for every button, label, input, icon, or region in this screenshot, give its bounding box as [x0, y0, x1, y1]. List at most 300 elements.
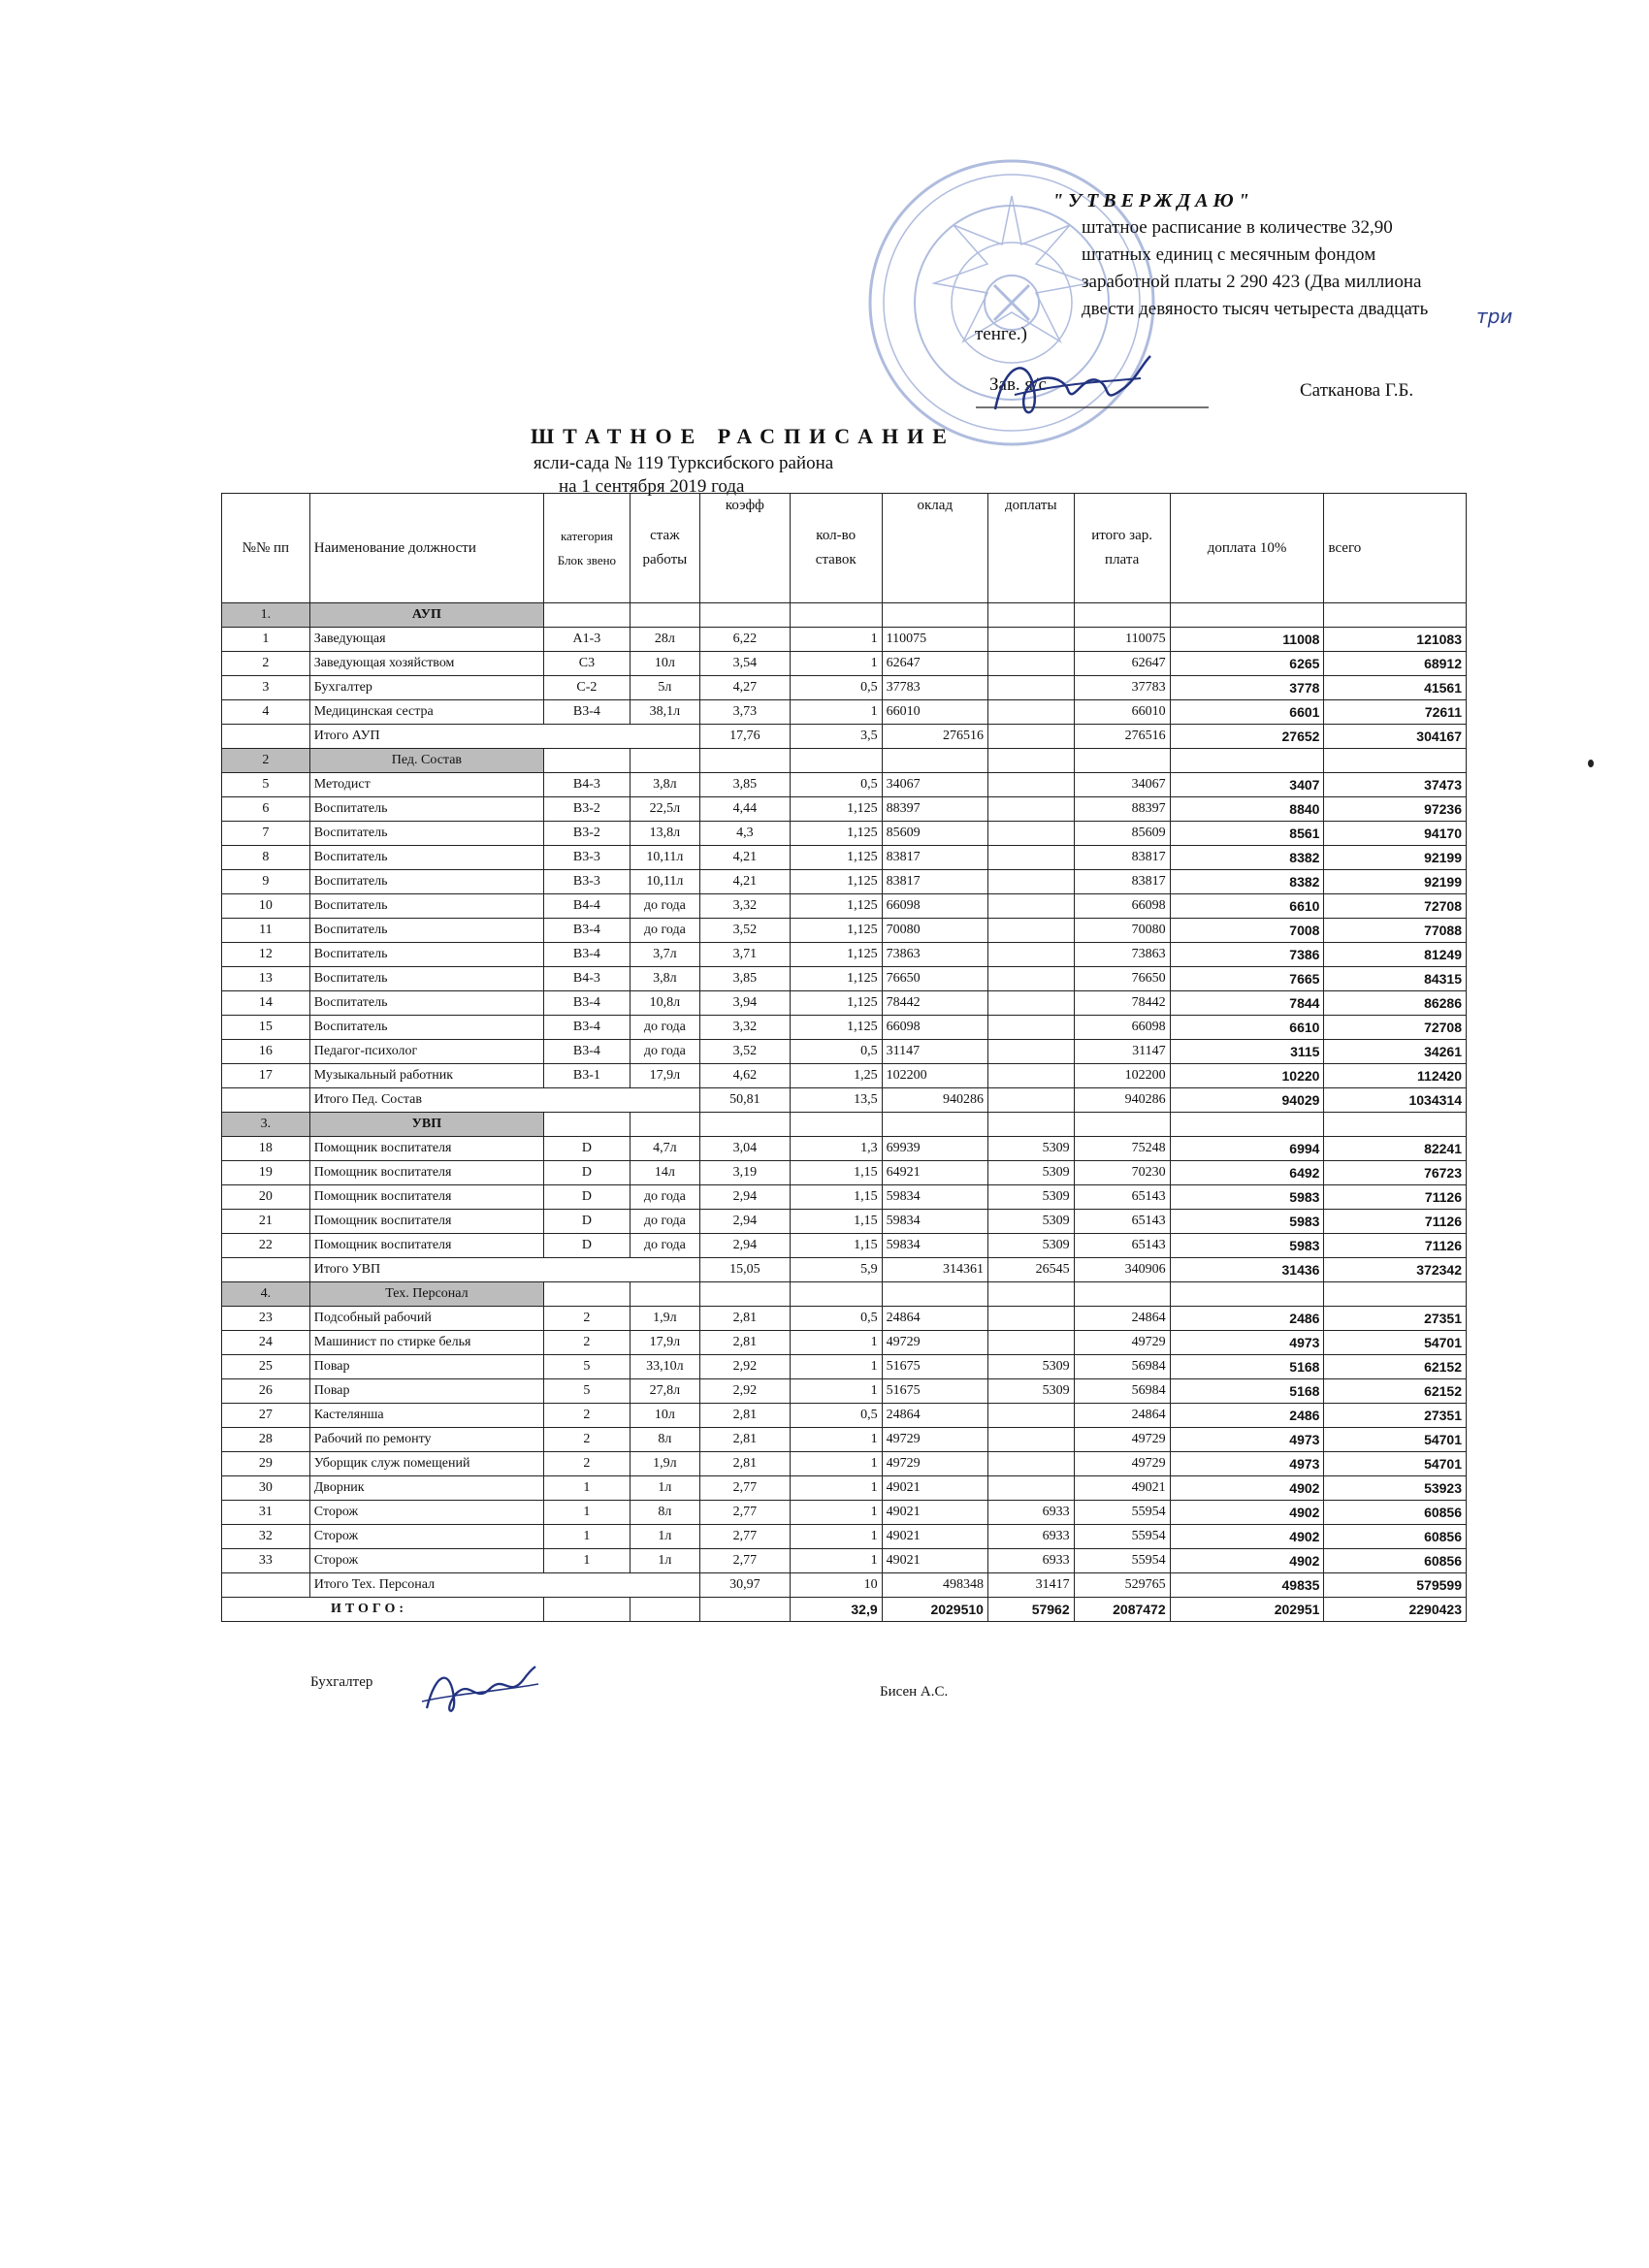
table-cell: 25 [222, 1355, 310, 1379]
table-cell: 2 [544, 1452, 630, 1476]
table-cell: 71126 [1324, 1210, 1467, 1234]
table-cell [987, 1404, 1074, 1428]
table-cell: 41561 [1324, 676, 1467, 700]
col-header-oklad: оклад [882, 494, 987, 603]
table-cell: В3-4 [544, 700, 630, 725]
table-cell: 21 [222, 1210, 310, 1234]
table-cell: В3-3 [544, 846, 630, 870]
table-cell: 10л [630, 1404, 699, 1428]
table-row [222, 1040, 1467, 1064]
section-number: 2 [222, 749, 310, 773]
table-cell: Помощник воспитателя [309, 1234, 543, 1258]
table-cell: Воспитатель [309, 943, 543, 967]
table-cell: D [544, 1185, 630, 1210]
table-cell: 1 [544, 1549, 630, 1573]
table-cell: 4,21 [699, 846, 790, 870]
table-row [222, 967, 1467, 991]
table-row [222, 676, 1467, 700]
table-cell: Воспитатель [309, 846, 543, 870]
grand-total-dop10: 202951 [1170, 1598, 1324, 1622]
subtotal-cell: 940286 [1074, 1088, 1170, 1113]
table-cell: Кастелянша [309, 1404, 543, 1428]
table-cell: 4973 [1170, 1428, 1324, 1452]
table-cell [987, 919, 1074, 943]
table-cell [987, 967, 1074, 991]
table-cell: 55954 [1074, 1501, 1170, 1525]
table-cell: 2,92 [699, 1379, 790, 1404]
table-cell: 2 [222, 652, 310, 676]
table-cell: 1,125 [790, 870, 882, 894]
table-cell: Воспитатель [309, 1016, 543, 1040]
table-cell [987, 822, 1074, 846]
table-cell: 84315 [1324, 967, 1467, 991]
table-cell: С-2 [544, 676, 630, 700]
document-title: ШТАТНОЕ РАСПИСАНИЕ [531, 424, 955, 448]
approval-line: штатных единиц с месячным фондом [1082, 244, 1376, 265]
table-cell [987, 1307, 1074, 1331]
table-cell: 24864 [882, 1404, 987, 1428]
table-cell: 73863 [1074, 943, 1170, 967]
table-header-row [222, 494, 1467, 603]
table-cell: В3-4 [544, 943, 630, 967]
table-cell: 54701 [1324, 1428, 1467, 1452]
table-cell: 27,8л [630, 1379, 699, 1404]
table-cell: 6933 [987, 1525, 1074, 1549]
empty-cell [699, 749, 790, 773]
table-cell: 1 [790, 1549, 882, 1573]
table-row [222, 822, 1467, 846]
subtotal-cell: 15,05 [699, 1258, 790, 1282]
table-cell: 24 [222, 1331, 310, 1355]
accountant-signature [417, 1665, 543, 1723]
table-cell: 17,9л [630, 1064, 699, 1088]
table-cell: 1,15 [790, 1185, 882, 1210]
table-cell: 60856 [1324, 1501, 1467, 1525]
table-cell: 8561 [1170, 822, 1324, 846]
table-cell: 62647 [882, 652, 987, 676]
table-cell: 17,9л [630, 1331, 699, 1355]
table-cell: 83817 [1074, 870, 1170, 894]
section-title: УВП [309, 1113, 543, 1137]
table-cell: Воспитатель [309, 967, 543, 991]
section-title: Тех. Персонал [309, 1282, 543, 1307]
table-cell: С3 [544, 652, 630, 676]
table-row [222, 1452, 1467, 1476]
empty-cell [1170, 1113, 1324, 1137]
table-cell: 49729 [1074, 1452, 1170, 1476]
table-cell: 53923 [1324, 1476, 1467, 1501]
empty-cell [1170, 603, 1324, 628]
table-cell: 4,27 [699, 676, 790, 700]
table-cell: 3,32 [699, 894, 790, 919]
table-cell: 51675 [882, 1379, 987, 1404]
empty-cell [630, 1598, 699, 1622]
table-cell: 6994 [1170, 1137, 1324, 1161]
table-cell: 38,1л [630, 700, 699, 725]
table-cell: 27351 [1324, 1404, 1467, 1428]
table-cell: Повар [309, 1355, 543, 1379]
table-cell: 49729 [882, 1428, 987, 1452]
empty-cell [1074, 603, 1170, 628]
subtotal-label: Итого Пед. Состав [309, 1088, 699, 1113]
table-cell: 81249 [1324, 943, 1467, 967]
table-cell: Воспитатель [309, 894, 543, 919]
table-cell: 71126 [1324, 1185, 1467, 1210]
table-cell: 2,94 [699, 1210, 790, 1234]
table-cell: 1,25 [790, 1064, 882, 1088]
table-cell: 4,44 [699, 797, 790, 822]
table-row [222, 943, 1467, 967]
table-cell: 72708 [1324, 1016, 1467, 1040]
table-cell: 34261 [1324, 1040, 1467, 1064]
table-cell: 3,19 [699, 1161, 790, 1185]
empty-cell [882, 749, 987, 773]
grand-total-label: ИТОГО: [222, 1598, 544, 1622]
empty-cell [882, 1113, 987, 1137]
table-row [222, 1210, 1467, 1234]
table-row [222, 1234, 1467, 1258]
table-cell: 6933 [987, 1501, 1074, 1525]
table-cell: 1 [790, 652, 882, 676]
table-cell: 49729 [1074, 1428, 1170, 1452]
table-cell: 110075 [1074, 628, 1170, 652]
table-cell: Повар [309, 1379, 543, 1404]
footer-position: Бухгалтер [310, 1674, 373, 1690]
table-row [222, 846, 1467, 870]
table-cell: 24864 [1074, 1307, 1170, 1331]
subtotal-cell: 372342 [1324, 1258, 1467, 1282]
table-cell: Бухгалтер [309, 676, 543, 700]
table-cell: 55954 [1074, 1549, 1170, 1573]
table-cell [987, 1331, 1074, 1355]
table-cell: 62152 [1324, 1379, 1467, 1404]
empty-cell [1074, 749, 1170, 773]
table-cell: 8л [630, 1428, 699, 1452]
table-cell: 66098 [1074, 1016, 1170, 1040]
table-cell: 37783 [882, 676, 987, 700]
table-cell: В3-4 [544, 919, 630, 943]
subtotal-row [222, 1573, 1467, 1598]
table-row [222, 700, 1467, 725]
table-cell: Сторож [309, 1549, 543, 1573]
table-cell: 1 [790, 700, 882, 725]
document-date: на 1 сентября 2019 года [559, 476, 745, 497]
table-cell: В3-4 [544, 1040, 630, 1064]
table-cell: 13,8л [630, 822, 699, 846]
table-cell: Подсобный рабочий [309, 1307, 543, 1331]
table-cell: 59834 [882, 1210, 987, 1234]
table-cell: 10 [222, 894, 310, 919]
table-cell: 3,52 [699, 1040, 790, 1064]
table-cell: Воспитатель [309, 991, 543, 1016]
approval-position: Зав. я/с [989, 374, 1047, 395]
table-cell: 5 [544, 1355, 630, 1379]
table-cell: 1 [790, 1452, 882, 1476]
table-cell: 2,81 [699, 1331, 790, 1355]
table-cell: 34067 [882, 773, 987, 797]
table-cell: 27 [222, 1404, 310, 1428]
table-cell: 6265 [1170, 652, 1324, 676]
table-cell: 78442 [882, 991, 987, 1016]
table-cell: 10,8л [630, 991, 699, 1016]
table-cell: Рабочий по ремонту [309, 1428, 543, 1452]
table-cell: до года [630, 919, 699, 943]
table-cell [987, 870, 1074, 894]
table-cell: 10л [630, 652, 699, 676]
subtotal-cell: 304167 [1324, 725, 1467, 749]
table-row [222, 1161, 1467, 1185]
table-cell: Помощник воспитателя [309, 1185, 543, 1210]
table-cell: 76723 [1324, 1161, 1467, 1185]
subtotal-cell [987, 1088, 1074, 1113]
table-cell: 68912 [1324, 652, 1467, 676]
table-cell: 3,71 [699, 943, 790, 967]
table-cell: 3778 [1170, 676, 1324, 700]
empty-cell [1324, 603, 1467, 628]
table-cell: 1 [790, 1428, 882, 1452]
col-header-stavki: кол-во ставок [790, 494, 882, 603]
table-cell: 5983 [1170, 1234, 1324, 1258]
table-cell: 55954 [1074, 1525, 1170, 1549]
table-cell: Воспитатель [309, 870, 543, 894]
col-header-name: Наименование должности [309, 494, 543, 603]
table-cell: 102200 [1074, 1064, 1170, 1088]
table-cell: 1,125 [790, 846, 882, 870]
table-cell: 1,15 [790, 1210, 882, 1234]
empty-cell [544, 749, 630, 773]
staff-schedule-table [221, 493, 1467, 1622]
table-cell: 16 [222, 1040, 310, 1064]
table-cell [987, 773, 1074, 797]
table-cell: 121083 [1324, 628, 1467, 652]
subtotal-label: Итого УВП [309, 1258, 699, 1282]
table-cell: 9 [222, 870, 310, 894]
table-cell: 76650 [882, 967, 987, 991]
table-cell [987, 991, 1074, 1016]
table-cell: 71126 [1324, 1234, 1467, 1258]
subtotal-cell: 340906 [1074, 1258, 1170, 1282]
empty-cell [987, 603, 1074, 628]
table-cell [987, 1476, 1074, 1501]
section-number: 1. [222, 603, 310, 628]
table-cell: 4,62 [699, 1064, 790, 1088]
table-cell: 17 [222, 1064, 310, 1088]
col-header-dop10: доплата 10% [1170, 494, 1324, 603]
table-row [222, 628, 1467, 652]
table-cell: 29 [222, 1452, 310, 1476]
empty-cell [699, 1598, 790, 1622]
table-cell: Заведующая [309, 628, 543, 652]
table-cell: 1,125 [790, 943, 882, 967]
table-cell: 2486 [1170, 1404, 1324, 1428]
subtotal-label: Итого АУП [309, 725, 699, 749]
col-header-stazh: стаж работы [630, 494, 699, 603]
table-cell: 6,22 [699, 628, 790, 652]
table-cell: 1,125 [790, 967, 882, 991]
table-cell: 4,3 [699, 822, 790, 846]
table-cell: Сторож [309, 1501, 543, 1525]
empty-cell [790, 749, 882, 773]
table-cell: 62152 [1324, 1355, 1467, 1379]
table-cell [987, 1452, 1074, 1476]
table-cell: 3,32 [699, 1016, 790, 1040]
table-row [222, 1355, 1467, 1379]
table-cell: 49021 [882, 1501, 987, 1525]
table-cell: 65143 [1074, 1185, 1170, 1210]
table-cell: 31147 [1074, 1040, 1170, 1064]
table-cell: 7 [222, 822, 310, 846]
empty-cell [987, 749, 1074, 773]
table-cell: 1 [544, 1525, 630, 1549]
table-cell: до года [630, 1040, 699, 1064]
table-cell: 112420 [1324, 1064, 1467, 1088]
subtotal-cell: 579599 [1324, 1573, 1467, 1598]
empty-cell [222, 1573, 310, 1598]
handwritten-word: три [1476, 305, 1513, 328]
table-cell: 5168 [1170, 1379, 1324, 1404]
table-row [222, 1428, 1467, 1452]
table-cell: 26 [222, 1379, 310, 1404]
grand-total-itogo: 2087472 [1074, 1598, 1170, 1622]
table-cell: 2 [544, 1307, 630, 1331]
table-cell: 1л [630, 1549, 699, 1573]
subtotal-cell: 10 [790, 1573, 882, 1598]
table-cell: 60856 [1324, 1549, 1467, 1573]
table-cell: 2,94 [699, 1234, 790, 1258]
grand-total-doplaty: 57962 [987, 1598, 1074, 1622]
table-cell: 5 [544, 1379, 630, 1404]
table-cell: 5309 [987, 1185, 1074, 1210]
table-cell: 10,11л [630, 870, 699, 894]
table-cell: 2,92 [699, 1355, 790, 1379]
table-cell: 49021 [882, 1549, 987, 1573]
subtotal-cell: 31417 [987, 1573, 1074, 1598]
table-cell: 83817 [1074, 846, 1170, 870]
grand-total-oklad: 2029510 [882, 1598, 987, 1622]
table-cell: 8 [222, 846, 310, 870]
table-cell: 1 [790, 1355, 882, 1379]
table-cell: 2486 [1170, 1307, 1324, 1331]
table-cell: 66098 [882, 894, 987, 919]
subtotal-cell: 30,97 [699, 1573, 790, 1598]
table-cell: 5168 [1170, 1355, 1324, 1379]
subtotal-cell: 49835 [1170, 1573, 1324, 1598]
table-cell: 1 [790, 1525, 882, 1549]
table-cell: 85609 [882, 822, 987, 846]
table-row [222, 1549, 1467, 1573]
table-cell: 7844 [1170, 991, 1324, 1016]
table-cell: 14 [222, 991, 310, 1016]
subtotal-cell: 17,76 [699, 725, 790, 749]
table-cell: 5309 [987, 1161, 1074, 1185]
table-cell: 6492 [1170, 1161, 1324, 1185]
table-cell: Помощник воспитателя [309, 1137, 543, 1161]
table-cell: 65143 [1074, 1210, 1170, 1234]
table-cell: 1,15 [790, 1161, 882, 1185]
empty-cell [1170, 749, 1324, 773]
empty-cell [630, 1282, 699, 1307]
table-cell: 4,21 [699, 870, 790, 894]
section-number: 3. [222, 1113, 310, 1137]
table-cell: Педагог-психолог [309, 1040, 543, 1064]
table-row [222, 1404, 1467, 1428]
approval-line: двести девяносто тысяч четыреста двадцать [1082, 299, 1429, 319]
table-row [222, 894, 1467, 919]
empty-cell [882, 1282, 987, 1307]
table-cell: 5309 [987, 1137, 1074, 1161]
approval-line: заработной платы 2 290 423 (Два миллиона [1082, 272, 1422, 292]
empty-cell [699, 1113, 790, 1137]
table-cell: 5983 [1170, 1185, 1324, 1210]
grand-total-stavki: 32,9 [790, 1598, 882, 1622]
table-cell: 2 [544, 1404, 630, 1428]
table-cell: В4-3 [544, 773, 630, 797]
table-cell: 2,81 [699, 1307, 790, 1331]
table-cell: 1 [790, 1476, 882, 1501]
table-cell [987, 1040, 1074, 1064]
table-cell: 3407 [1170, 773, 1324, 797]
table-cell: 1,125 [790, 919, 882, 943]
table-cell: 6610 [1170, 1016, 1324, 1040]
col-header-koef: коэфф [699, 494, 790, 603]
table-cell: 5 [222, 773, 310, 797]
table-cell [987, 894, 1074, 919]
subtotal-cell: 3,5 [790, 725, 882, 749]
col-header-itogo: итого зар. плата [1074, 494, 1170, 603]
table-cell: В3-2 [544, 822, 630, 846]
table-cell: 24864 [1074, 1404, 1170, 1428]
table-cell: 5983 [1170, 1210, 1324, 1234]
table-cell: Воспитатель [309, 797, 543, 822]
approval-name: Сатканова Г.Б. [1300, 380, 1414, 401]
empty-cell [699, 603, 790, 628]
table-cell: 2 [544, 1331, 630, 1355]
table-cell: до года [630, 894, 699, 919]
table-cell: 0,5 [790, 1307, 882, 1331]
table-cell: 1 [790, 628, 882, 652]
table-cell: 3,8л [630, 967, 699, 991]
subtotal-cell: 31436 [1170, 1258, 1324, 1282]
table-cell: Помощник воспитателя [309, 1161, 543, 1185]
table-cell: 56984 [1074, 1355, 1170, 1379]
table-cell: 37783 [1074, 676, 1170, 700]
table-cell: 1,125 [790, 822, 882, 846]
empty-cell [699, 1282, 790, 1307]
table-cell: 2,77 [699, 1476, 790, 1501]
table-cell: 49021 [882, 1476, 987, 1501]
table-cell: 7386 [1170, 943, 1324, 967]
section-header-row [222, 749, 1467, 773]
table-cell: 6610 [1170, 894, 1324, 919]
subtotal-cell: 94029 [1170, 1088, 1324, 1113]
table-cell: до года [630, 1016, 699, 1040]
empty-cell [630, 1113, 699, 1137]
table-cell: 1 [544, 1476, 630, 1501]
section-header-row [222, 1113, 1467, 1137]
footer-name: Бисен А.С. [880, 1684, 949, 1700]
table-cell: 22,5л [630, 797, 699, 822]
table-cell: 4902 [1170, 1476, 1324, 1501]
section-title: Пед. Состав [309, 749, 543, 773]
table-cell: Методист [309, 773, 543, 797]
table-cell: 1 [790, 1501, 882, 1525]
table-cell: 11008 [1170, 628, 1324, 652]
table-cell: 4973 [1170, 1452, 1324, 1476]
table-row [222, 797, 1467, 822]
approval-tenge: тенге.) [975, 324, 1027, 344]
empty-cell [1074, 1113, 1170, 1137]
table-cell: 8382 [1170, 846, 1324, 870]
